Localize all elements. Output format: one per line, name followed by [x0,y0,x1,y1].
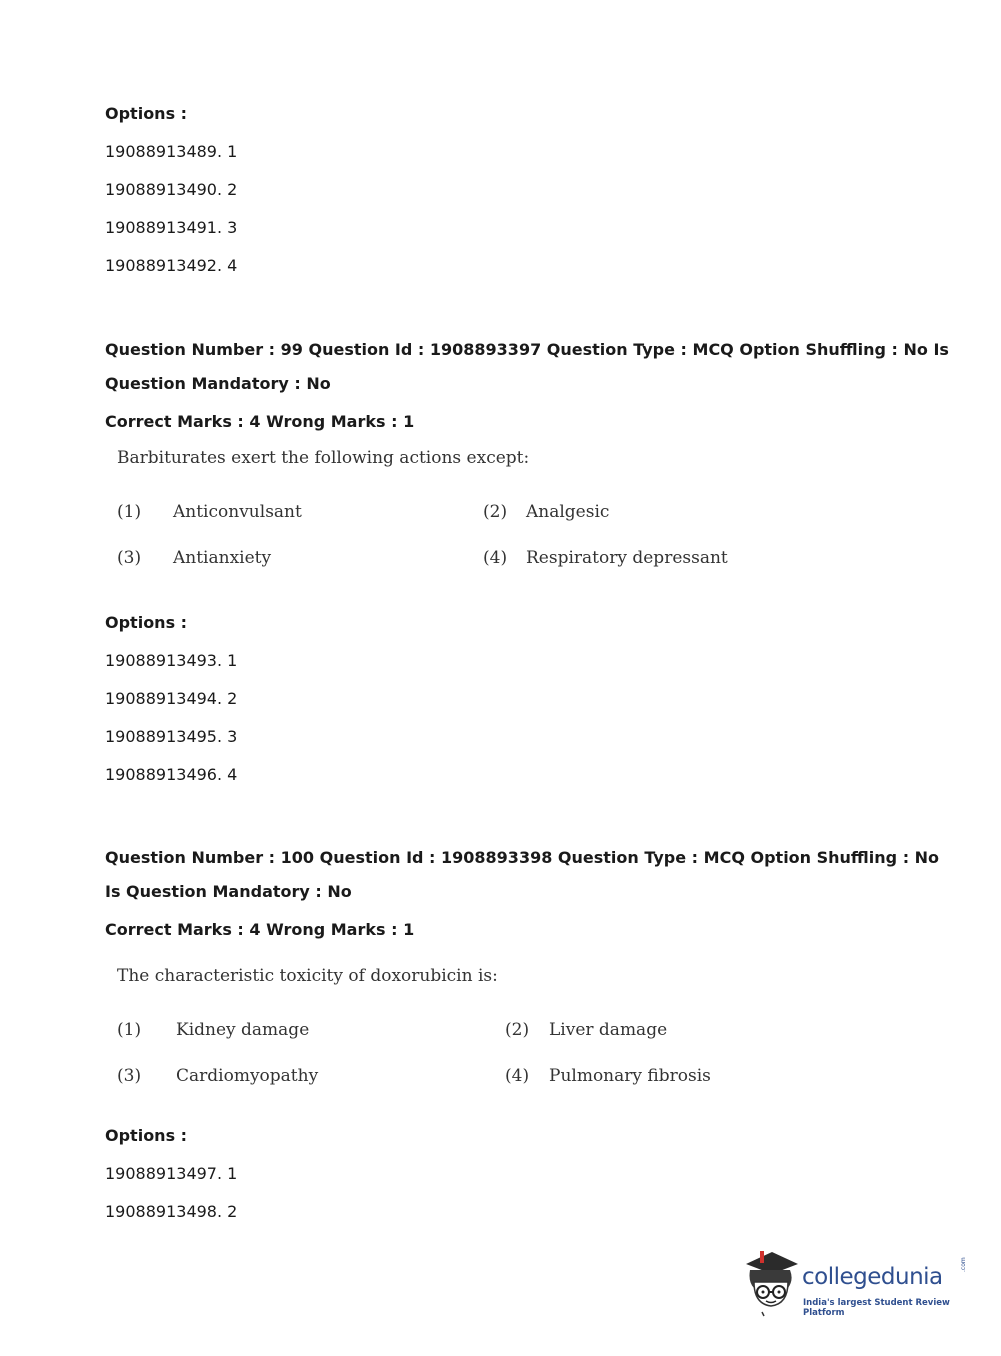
choice-text: Liver damage [549,1020,668,1040]
option-id: 19088913492. 4 [105,256,238,275]
choice-number: (3) [117,548,142,568]
question-marks: Correct Marks : 4 Wrong Marks : 1 [105,920,415,939]
option-id: 19088913496. 4 [105,765,238,784]
options-label: Options : [105,1126,188,1145]
question-header: Question Number : 99 Question Id : 1908893397 Question Type : MCQ Option Shuffling : No Is [105,340,949,359]
choice-number: (1) [117,1020,142,1040]
option-id: 19088913491. 3 [105,218,238,237]
question-header: Question Number : 100 Question Id : 1908893398 Question Type : MCQ Option Shuffling : No [105,848,940,867]
question-marks: Correct Marks : 4 Wrong Marks : 1 [105,412,415,431]
choice-number: (4) [483,548,508,568]
choice-text: Pulmonary fibrosis [549,1066,711,1086]
option-id: 19088913498. 2 [105,1202,238,1221]
question-stem: Barbiturates exert the following actions except: [117,448,530,468]
option-id: 19088913494. 2 [105,689,238,708]
collegedunia-logo[interactable] [742,1248,972,1318]
choice-number: (2) [483,502,508,522]
choice-text: Kidney damage [176,1020,310,1040]
option-id: 19088913489. 1 [105,142,238,161]
choice-text: Respiratory depressant [526,548,728,568]
option-id: 19088913495. 3 [105,727,238,746]
brand-tagline: India's largest Student Review Platform [803,1298,950,1318]
option-id: 19088913493. 1 [105,651,238,670]
question-stem: The characteristic toxicity of doxorubicin is: [117,966,498,986]
question-header-cont: Question Mandatory : No [105,374,331,393]
choice-number: (1) [117,502,142,522]
choice-number: (2) [505,1020,530,1040]
brand-name: collegedunia [802,1264,943,1290]
options-label: Options : [105,613,188,632]
choice-number: (4) [505,1066,530,1086]
choice-text: Anticonvulsant [173,502,302,522]
options-label: Options : [105,104,188,123]
brand-domain: .com [960,1257,967,1272]
option-id: 19088913490. 2 [105,180,238,199]
choice-text: Antianxiety [173,548,272,568]
choice-text: Cardiomyopathy [176,1066,319,1086]
option-id: 19088913497. 1 [105,1164,238,1183]
choice-text: Analgesic [526,502,610,522]
question-header-cont: Is Question Mandatory : No [105,882,352,901]
choice-number: (3) [117,1066,142,1086]
mascot-graduation-cap-icon [742,1248,800,1318]
